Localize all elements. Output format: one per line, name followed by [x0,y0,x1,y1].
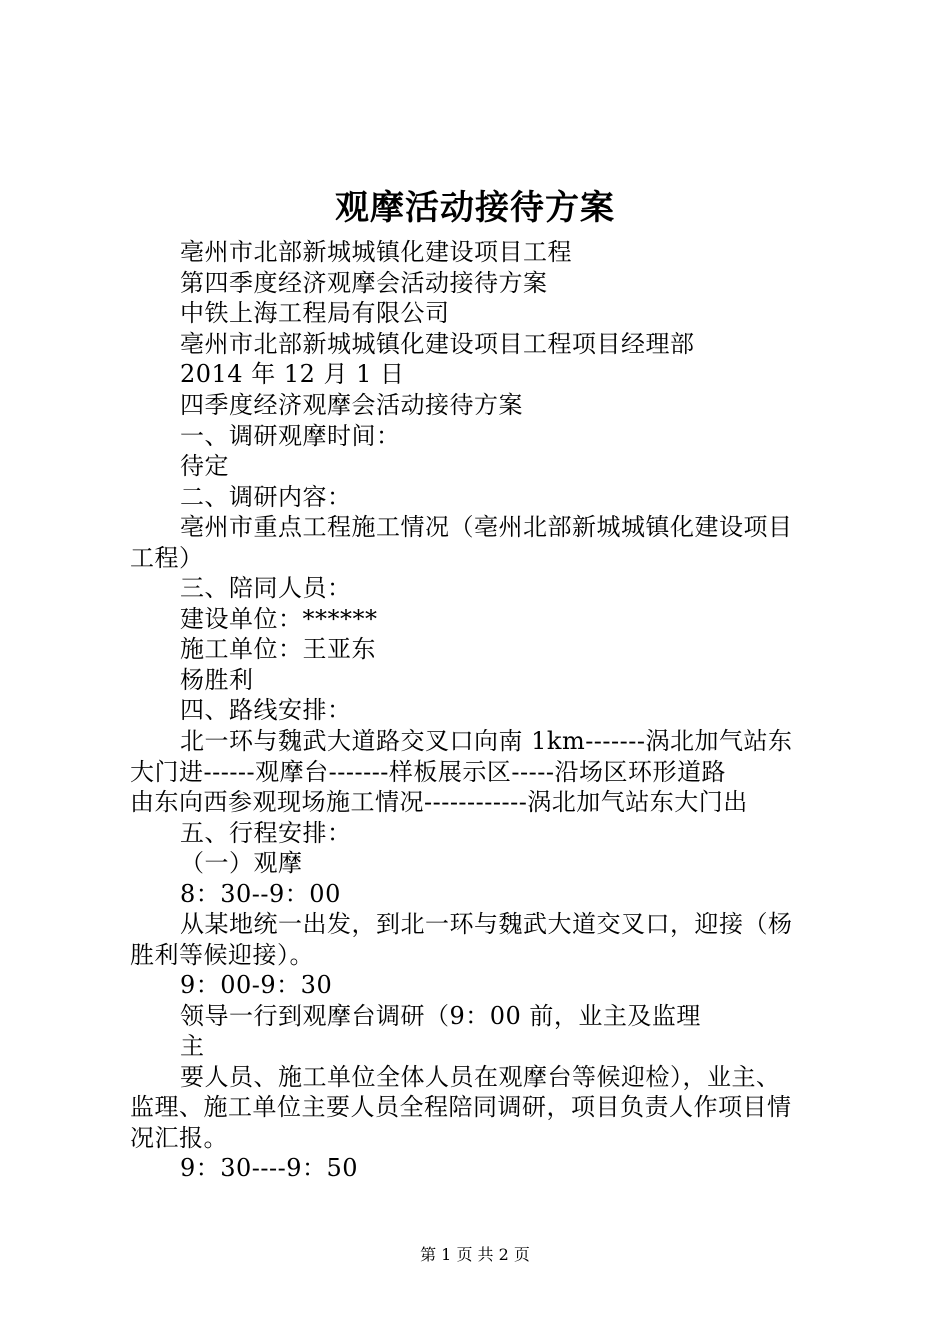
text-line: 第四季度经济观摩会活动接待方案 [180,269,548,297]
text-line: 由东向西参观现场施工情况------------涡北加气站东大门出 [130,788,748,816]
text-line: 施工单位：王亚东 [180,635,376,663]
time-line: 9：30----9：50 [180,1154,359,1182]
text-line: 要人员、施工单位全体人员在观摩台等候迎检），业主、 [180,1063,781,1091]
text-line: 从某地统一出发，到北一环与魏武大道交叉口，迎接（杨 [180,910,793,938]
section-heading: 一、调研观摩时间： [180,422,401,450]
date-line: 2014 年 12 月 1 日 [180,360,405,388]
text-line: 四季度经济观摩会活动接待方案 [180,391,523,419]
section-heading: 四、路线安排： [180,696,352,724]
text-line: 主 [180,1032,205,1060]
text-line: 监理、施工单位主要人员全程陪同调研，项目负责人作项目情 [130,1093,792,1121]
text-line: 中铁上海工程局有限公司 [180,299,450,327]
text-line: 大门进------观摩台-------样板展示区-----沿场区环形道路 [130,758,726,786]
text-line: 待定 [180,452,229,480]
section-heading: 三、陪同人员： [180,574,352,602]
section-heading: 五、行程安排： [180,819,352,847]
text-line: 北一环与魏武大道路交叉口向南 1km-------涡北加气站东 [180,727,793,755]
text-line: 杨胜利 [180,666,254,694]
time-line: 9：00-9：30 [180,971,333,999]
text-line: 领导一行到观摩台调研（9：00 前，业主及监理 [180,1002,701,1030]
text-line: 亳州市北部新城城镇化建设项目工程项目经理部 [180,330,695,358]
text-line: 况汇报。 [130,1124,228,1152]
section-heading: 二、调研内容： [180,483,352,511]
text-line: （一）观摩 [180,849,303,877]
page-footer: 第 1 页 共 2 页 [420,1245,530,1264]
text-line: 亳州市重点工程施工情况（亳州北部新城城镇化建设项目 [180,513,793,541]
document-title: 观摩活动接待方案 [335,188,615,228]
text-line: 建设单位：****** [180,605,378,633]
time-line: 8：30--9：00 [180,880,341,908]
text-line: 工程） [130,544,204,572]
text-line: 胜利等候迎接）。 [130,941,314,969]
text-line: 亳州市北部新城城镇化建设项目工程 [180,238,572,266]
